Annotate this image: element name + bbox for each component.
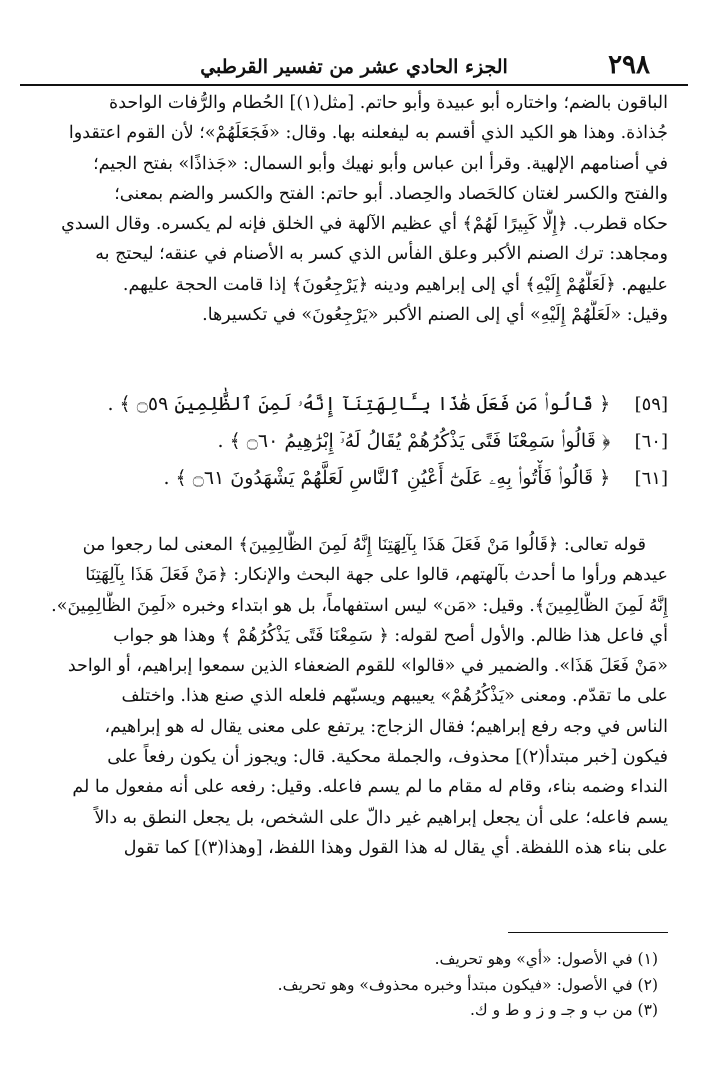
footnote: (٣) من ب و جـ و ز و ط و ك.	[470, 1001, 658, 1019]
text-line: عليهم. ﴿لَعَلَّهُمْ إِلَيْهِ﴾ أي إلى إبراهيم ودينه ﴿يَرْجِعُونَ﴾ إذا قامت الحجة عليهم.	[122, 274, 668, 295]
text-line: وقيل: «لَعَلَّهُمْ إِلَيْهِ» أي إلى الصنم الأكبر «يَرْجِعُونَ» في تكسيرها.	[202, 305, 668, 326]
text-line: على بناء هذه اللفظة. أي يقال له هذا القول وهذا اللفظ، [وهذا(٣)] كما تقول	[123, 837, 668, 858]
text-line: الناس في وجه رفع إبراهيم؛ فقال الزجاج: يرتفع على معنى يقال له هو إبراهيم،	[104, 716, 668, 737]
footnotes	[30, 947, 658, 1024]
verse-text: ﴿ قَالُوا۟ مَن فَعَلَ هَٰذَا بِـَٔالِهَتِنَآ إِنَّهُۥ لَمِنَ ٱلظَّٰلِمِينَ ۝٥٩ ﴾ .	[107, 393, 611, 415]
commentary-paragraph	[30, 530, 668, 863]
verse-number: [٦١]	[634, 468, 668, 489]
text-line: «مَنْ فَعَلَ هَذَا». والضمير في «قالوا» للقوم الضعفاء الذين سمعوا إبراهيم، أو الواحد	[67, 656, 668, 677]
text-line: قوله تعالى: ﴿قَالُوا مَنْ فَعَلَ هَذَا بِآلِهَتِنَا إِنَّهُ لَمِنَ الظَّالِمِينَ﴾ المعنى لما رجعوا من	[82, 535, 646, 555]
body-paragraph	[30, 88, 668, 330]
footnote: (٢) في الأصول: «فيكون مبتدأ وخبره محذوف» وهو تحريف.	[277, 975, 658, 994]
footnote-divider	[508, 932, 668, 933]
verse-number: [٥٩]	[634, 394, 668, 415]
page-header	[20, 50, 688, 86]
text-line: والفتح والكسر لغتان كالحَصاد والحِصاد. أبو حاتم: الفتح والكسر والضم بمعنى؛	[114, 183, 668, 204]
quran-verses	[30, 386, 668, 497]
verse-line	[30, 460, 668, 497]
text-line: ومجاهد: ترك الصنم الأكبر وعلق الفأس الذي كسر به الأصنام في عنقه؛ ليحتج به	[95, 244, 668, 265]
page-number: ٢٩٨	[608, 50, 650, 80]
text-line: على ما تقدّم. ومعنى «يَذْكُرُهُمْ» يعيبهم ويسبّهم فلعله الذي صنع هذا. واختلف	[121, 686, 668, 707]
text-line: إِنَّهُ لَمِنَ الظَّالِمِينَ﴾. وقيل: «مَن» ليس استفهاماً، بل هو ابتداء وخبره «لَمِنَ الظَّالِمِينَ».	[51, 595, 668, 616]
verse-text: ﴿ قَالُوا۟ فَأْتُوا۟ بِهِۦ عَلَىٰٓ أَعْيُنِ ٱلنَّاسِ لَعَلَّهُمْ يَشْهَدُونَ ۝٦١ ﴾ .	[163, 467, 611, 489]
footnote: (١) في الأصول: «أي» وهو تحريف.	[434, 950, 658, 968]
text-line: الباقون بالضم؛ واختاره أبو عبيدة وأبو حاتم. [مثل(١)] الحُطام والرُّفات الواحدة	[109, 93, 668, 113]
text-line: جُذاذة. وهذا هو الكيد الذي أقسم به ليفعلنه بها. وقال: «فَجَعَلَهُمْ»؛ لأن القوم اعتقدوا	[68, 123, 668, 144]
verse-line	[30, 386, 668, 423]
text-line: حكاه قطرب. ﴿إِلَّا كَبِيرًا لَهُمْ﴾ أي عظيم الآلهة في الخلق فإنه لم يكسره. وقال السدي	[61, 214, 668, 235]
text-line: النداء وضمه بناء، وقام له مقام ما لم يسم فاعله. وقيل: رفعه على أنه مفعول ما لم	[72, 777, 668, 798]
text-line: فيكون [خبر مبتدأ(٢)] محذوف، والجملة محكية. قال: ويجوز أن يكون رفعاً على	[107, 747, 668, 768]
verse-text: ﴿ قَالُوا۟ سَمِعْنَا فَتًى يَذْكُرُهُمْ يُقَالُ لَهُۥٓ إِبْرَٰهِيمُ ۝٦٠ ﴾ .	[217, 430, 611, 452]
verse-number: [٦٠]	[634, 431, 668, 452]
running-title: الجزء الحادي عشر من تفسير القرطبي	[200, 56, 508, 78]
verse-line	[30, 423, 668, 460]
text-line: عيدهم ورأوا ما أحدث بآلهتهم، قالوا على جهة البحث والإنكار: ﴿مَنْ فَعَلَ هَذَا بِآلِهَتِنَا	[85, 565, 668, 586]
text-line: في أصنامهم الإلهية. وقرأ ابن عباس وأبو نهيك وأبو السمال: «جَذاذًا» بفتح الجيم؛	[93, 153, 668, 174]
text-line: يسم فاعله؛ على أن يجعل إبراهيم غير دالّ على الشخص، بل يجعل النطق به دالاً	[94, 807, 668, 828]
text-line: أي فاعل هذا ظالم. والأول أصح لقوله: ﴿ سَمِعْنَا فَتًى يَذْكُرُهُمْ ﴾ وهذا هو جواب	[113, 625, 668, 646]
